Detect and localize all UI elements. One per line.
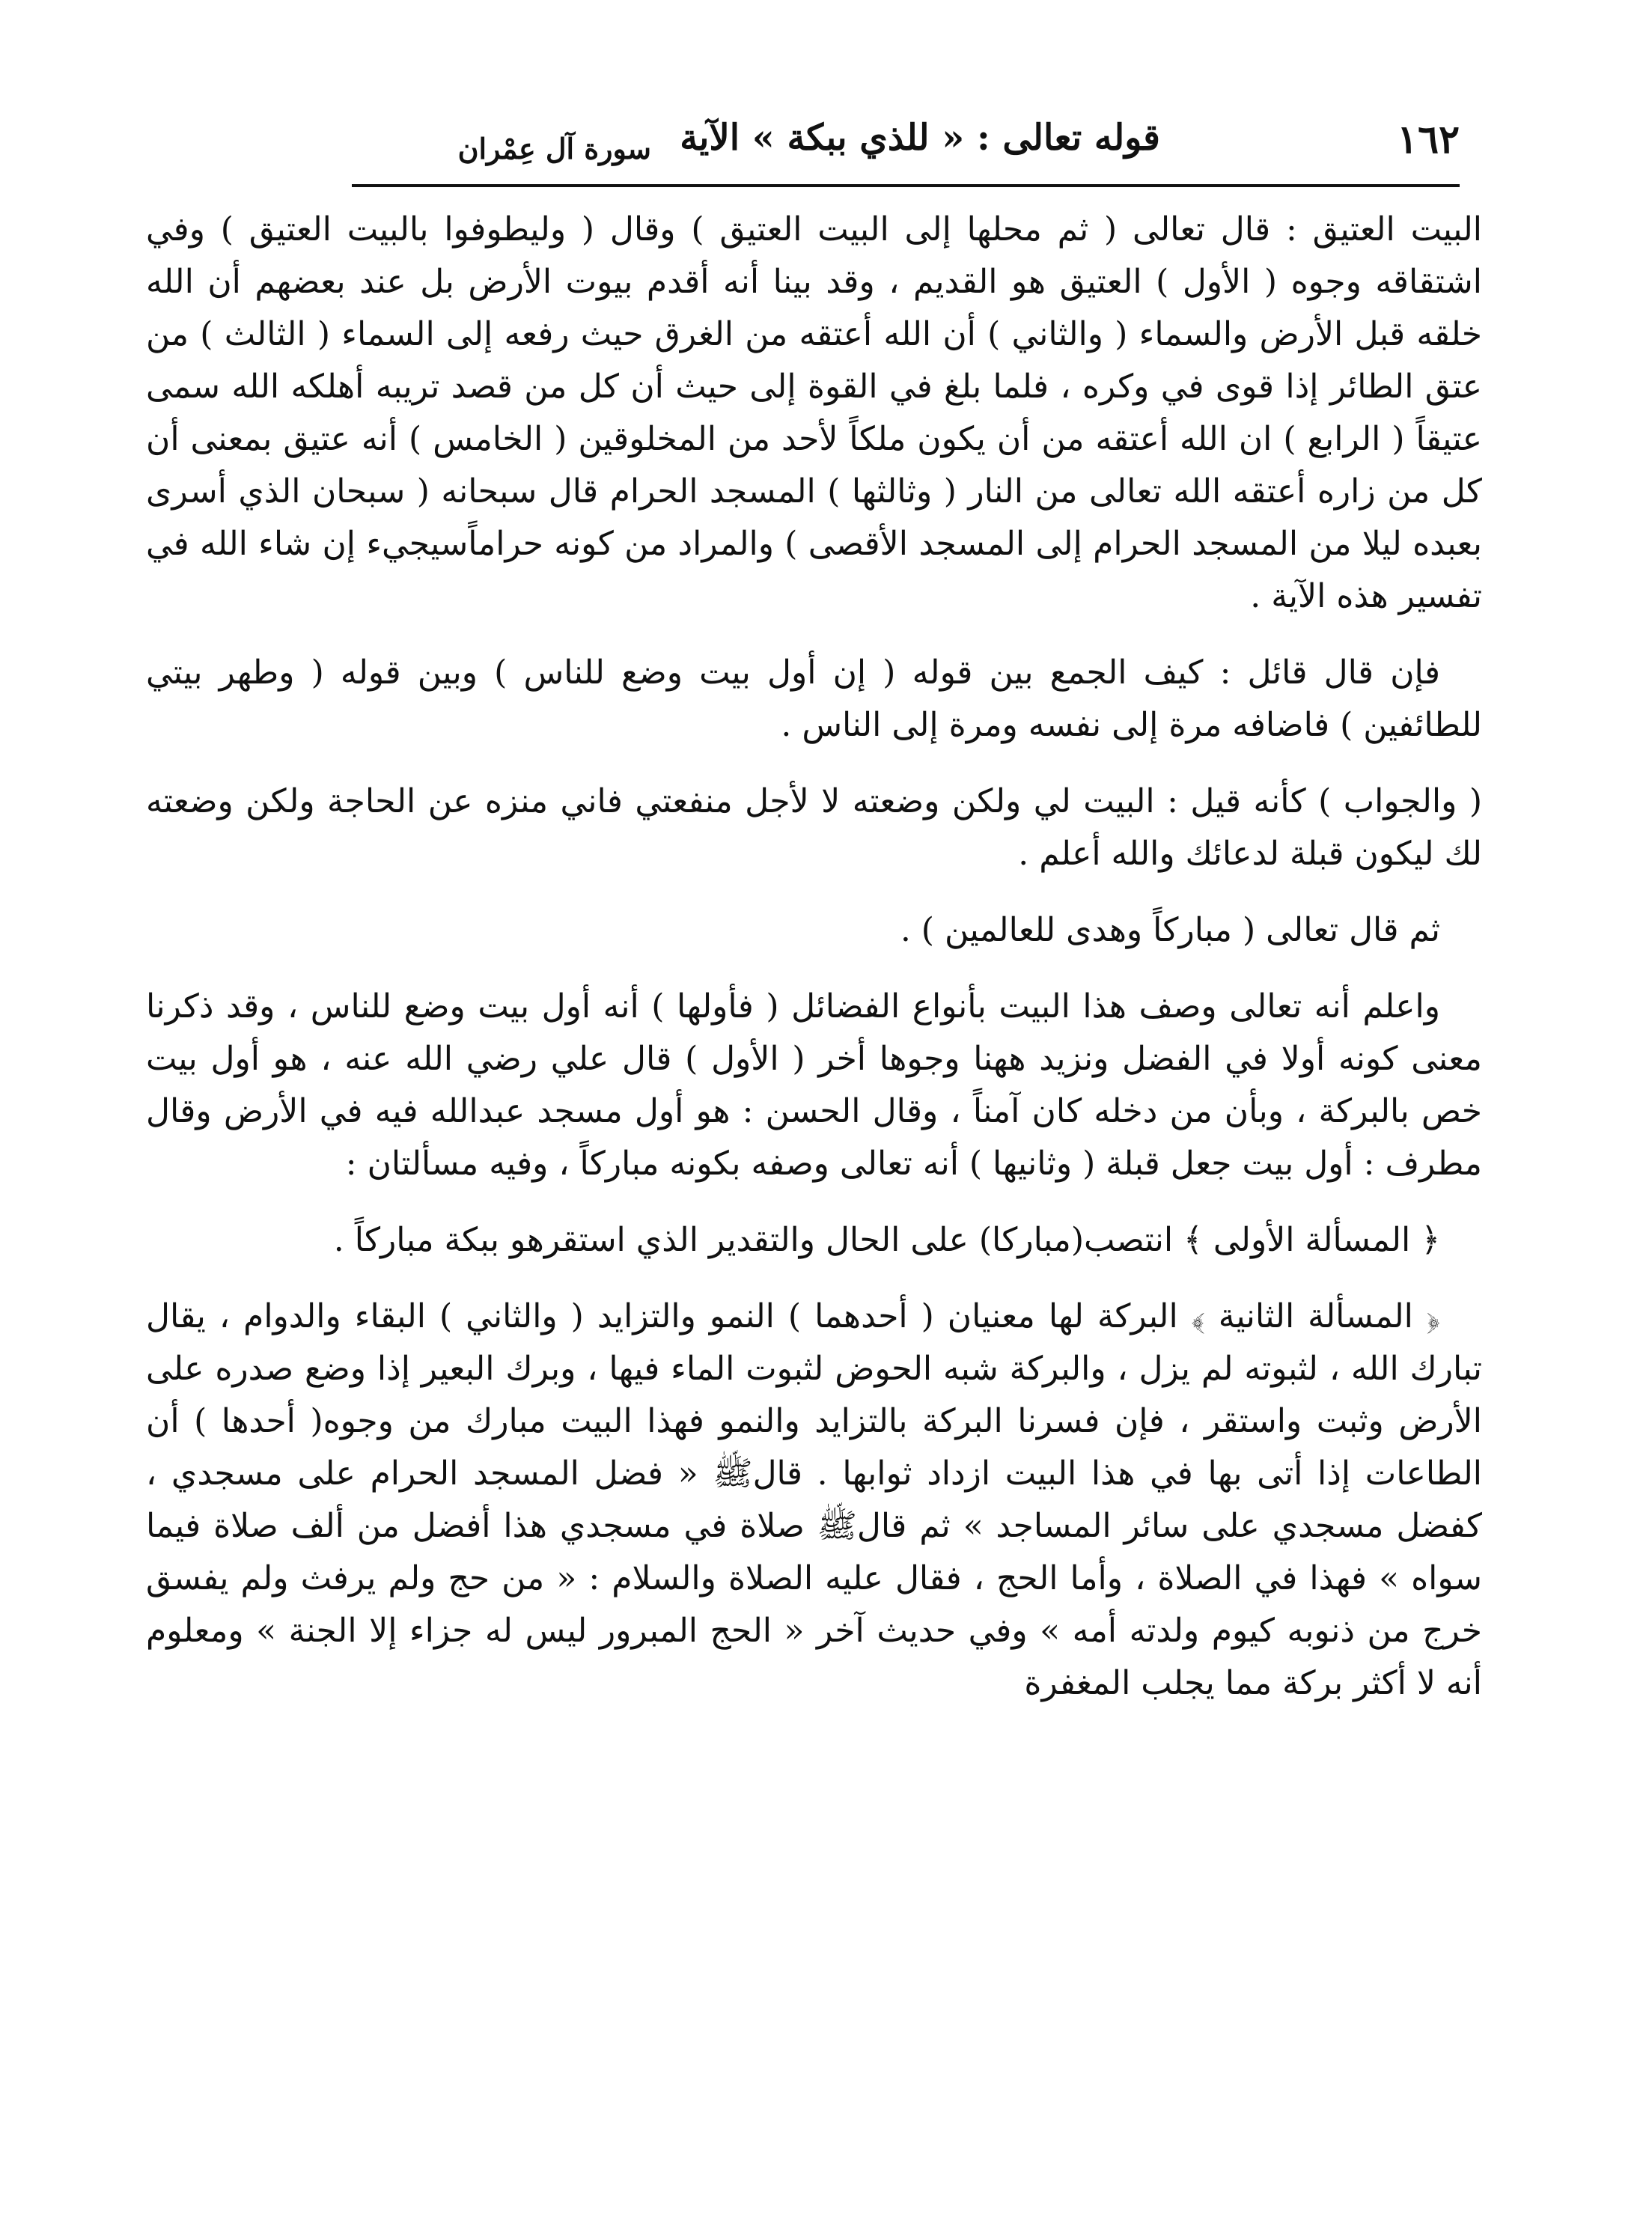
page-number: ١٦٢ (1397, 117, 1460, 162)
paragraph-virtues: واعلم أنه تعالى وصف هذا البيت بأنواع الفضائل ( فأولها ) أنه أول بيت وضع للناس ، وقد ذكرنا معنى كونه أولا في الفضل ونزيد ههنا وجوها أخر ( الأول ) قال علي رضي الله عنه ، هو أول بيت خص بالبركة ، وبأن من دخله كان آمناً ، وقال الحسن : هو أول مسجد عبدالله فيه في الأرض وقال مطرف : أول بيت جعل قبلة ( وثانيها ) أنه تعالى وصفه بكونه مباركاً ، وفيه مسألتان : (146, 987, 1482, 1183)
header-rule (352, 184, 1460, 187)
surah-name: سورة آل عِمْران (457, 132, 651, 165)
paragraph-first-issue: ﴿ المسألة الأولى ﴾ انتصب(مباركا) على الحال والتقدير الذي استقرهو ببكة مباركاً . (333, 1221, 1440, 1259)
paragraph-second-issue: ﴿ المسألة الثانية ﴾ البركة لها معنيان ( أحدهما ) النمو والتزايد ( والثاني ) البقاء والدوام ، يقال تبارك الله ، لثبوته لم يزل ، والبركة شبه الحوض لثبوت الماء فيها ، وبرك البعير إذا وضع صدره على الأرض وثبت واستقر ، فإن فسرنا البركة بالتزايد والنمو فهذا البيت مبارك من وجوه( أحدها ) أن الطاعات إذا أتى بها في هذا البيت ازداد ثوابها . قالﷺ « فضل المسجد الحرام على مسجدي ، كفضل مسجدي على سائر المساجد » ثم قالﷺ صلاة في مسجدي هذا أفضل من ألف صلاة فيما سواه » فهذا في الصلاة ، وأما الحج ، فقال عليه الصلاة والسلام : « من حج ولم يرفث ولم يفسق خرج من ذنوبه كيوم ولدته أمه » وفي حديث آخر « الحج المبرور ليس له جزاء إلا الجنة » ومعلوم أنه لا أكثر بركة مما يجلب المغفرة (146, 1297, 1483, 1702)
paragraph-verse: ثم قال تعالى ( مباركاً وهدى للعالمين ) . (900, 911, 1440, 949)
paragraph-ancient-house: البيت العتيق : قال تعالى ( ثم محلها إلى البيت العتيق ) وقال ( وليطوفوا بالبيت العتيق ) وفي اشتقاقه وجوه ( الأول ) العتيق هو القديم ، وقد بينا أنه أقدم بيوت الأرض بل عند بعضهم أن الله خلقه قبل الأرض والسماء ( والثاني ) أن الله أعتقه من الغرق حيث رفعه إلى السماء ( الثالث ) من عتق الطائر إذا قوى في وكره ، فلما بلغ في القوة إلى حيث أن كل من قصد تريبه أهلكه الله سمى عتيقاً ( الرابع ) ان الله أعتقه من أن يكون ملكاً لأحد من المخلوقين ( الخامس ) أنه عتيق بمعنى أن كل من زاره أعتقه الله تعالى من النار ( وثالثها ) المسجد الحرام قال سبحانه ( سبحان الذي أسرى بعبده ليلا من المسجد الحرام إلى المسجد الأقصى ) والمراد من كونه حراماًسيجيء إن شاء الله في تفسير هذه الآية . (146, 210, 1482, 615)
header-title: قوله تعالى : « للذي ببكة » الآية (680, 117, 1160, 159)
body-text (146, 204, 1482, 1734)
running-header (352, 112, 1460, 180)
paragraph-answer: ( والجواب ) كأنه قيل : البيت لي ولكن وضعته لا لأجل منفعتي فاني منزه عن الحاجة ولكن وضعته لك ليكون قبلة لدعائك والله أعلم . (146, 782, 1482, 873)
paragraph-question: فإن قال قائل : كيف الجمع بين قوله ( إن أول بيت وضع للناس ) وبين قوله ( وطهر بيتي للطائفين ) فاضافه مرة إلى نفسه ومرة إلى الناس . (146, 654, 1482, 744)
